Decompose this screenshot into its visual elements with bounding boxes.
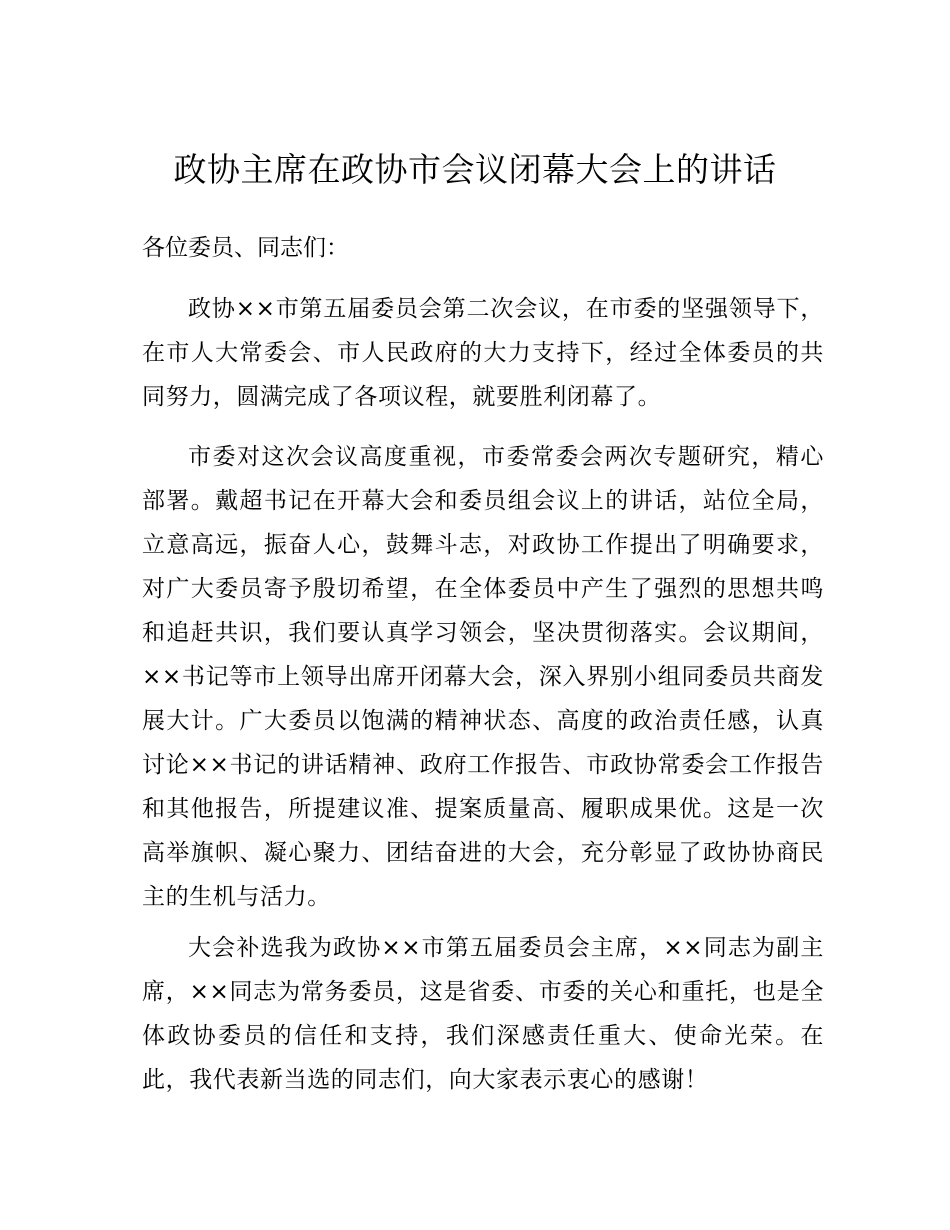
page-title: 政协主席在政协市会议闭幕大会上的讲话: [173, 150, 777, 189]
paragraph-3: 大会补选我为政协××市第五届委员会主席，××同志为副主席，××同志为常务委员，这是省委、市委的关心和重托，也是全体政协委员的信任和支持，我们深感责任重大、使命光荣。在此，我代表新当选的同志们，向大家表示衷心的感谢！: [142, 935, 824, 1093]
paragraph-2: 市委对这次会议高度重视，市委常委会两次专题研究，精心部署。戴超书记在开幕大会和委员组会议上的讲话，站位全局，立意高远，振奋人心，鼓舞斗志，对政协工作提出了明确要求，对广大委员寄予殷切希望，在全体委员中产生了强烈的思想共鸣和追赶共识，我们要认真学习领会，坚决贯彻落实。会议期间，××书记等市上领导出席开闭幕大会，深入界别小组同委员共商发展大计。广大委员以饱满的精神状态、高度的政治责任感，认真讨论××书记的讲话精神、政府工作报告、市政协常委会工作报告和其他报告，所提建议准、提案质量高、履职成果优。这是一次高举旗帜、凝心聚力、团结奋进的大会，充分彰显了政协协商民主的生机与活力。: [142, 444, 824, 910]
salutation: 各位委员、同志们：: [142, 235, 349, 261]
paragraph-1: 政协××市第五届委员会第二次会议，在市委的坚强领导下，在市人大常委会、市人民政府的大力支持下，经过全体委员的共同努力，圆满完成了各项议程，就要胜利闭幕了。: [142, 296, 824, 410]
